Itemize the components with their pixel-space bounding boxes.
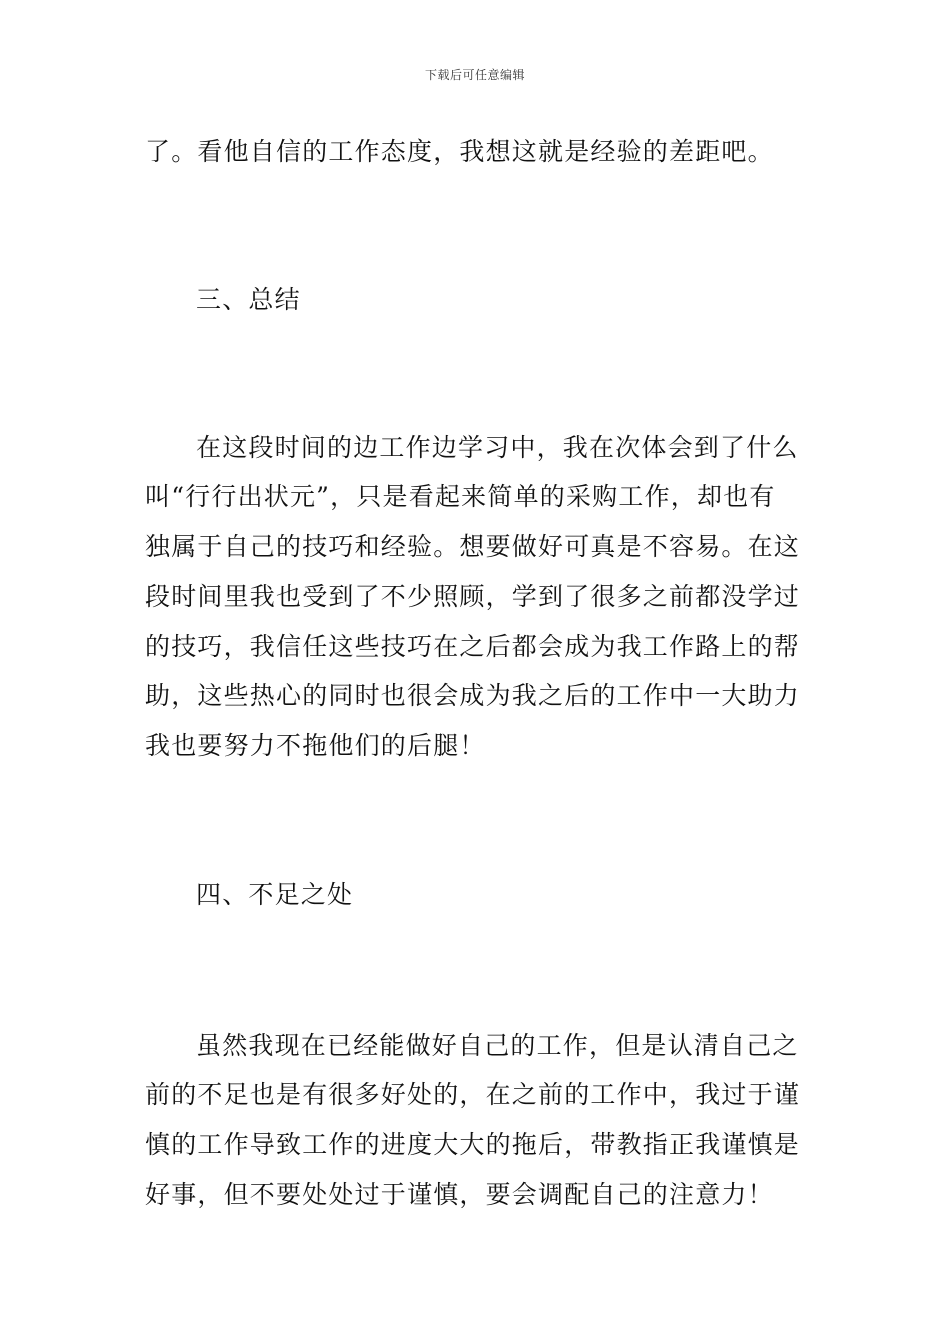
section-heading-shortcomings: 四、不足之处 [196,880,354,909]
paragraph-line: 我也要努力不拖他们的后腿！ [145,731,486,760]
section-heading-summary: 三、总结 [196,285,301,314]
paragraph-line: 了。看他自信的工作态度，我想这就是经验的差距吧。 [145,137,774,166]
paragraph-line: 在这段时间的边工作边学习中，我在次体会到了什么 [196,433,799,462]
paragraph-line: 好事，但不要处处过于谨慎，要会调配自己的注意力！ [145,1180,774,1209]
paragraph-line: 前的不足也是有很多好处的，在之前的工作中，我过于谨 [145,1080,801,1109]
header-note: 下载后可任意编辑 [424,68,525,82]
paragraph-line: 虽然我现在已经能做好自己的工作，但是认清自己之 [196,1031,799,1060]
paragraph-line: 的技巧，我信任这些技巧在之后都会成为我工作路上的帮 [145,632,801,661]
paragraph-line: 叫“行行出状元”，只是看起来简单的采购工作，却也有 [145,482,776,511]
paragraph-line: 独属于自己的技巧和经验。想要做好可真是不容易。在这 [145,532,801,561]
paragraph-line: 慎的工作导致工作的进度大大的拖后，带教指正我谨慎是 [145,1130,801,1159]
paragraph-line: 段时间里我也受到了不少照顾，学到了很多之前都没学过 [145,582,801,611]
paragraph-line: 助，这些热心的同时也很会成为我之后的工作中一大助力 [145,681,801,710]
